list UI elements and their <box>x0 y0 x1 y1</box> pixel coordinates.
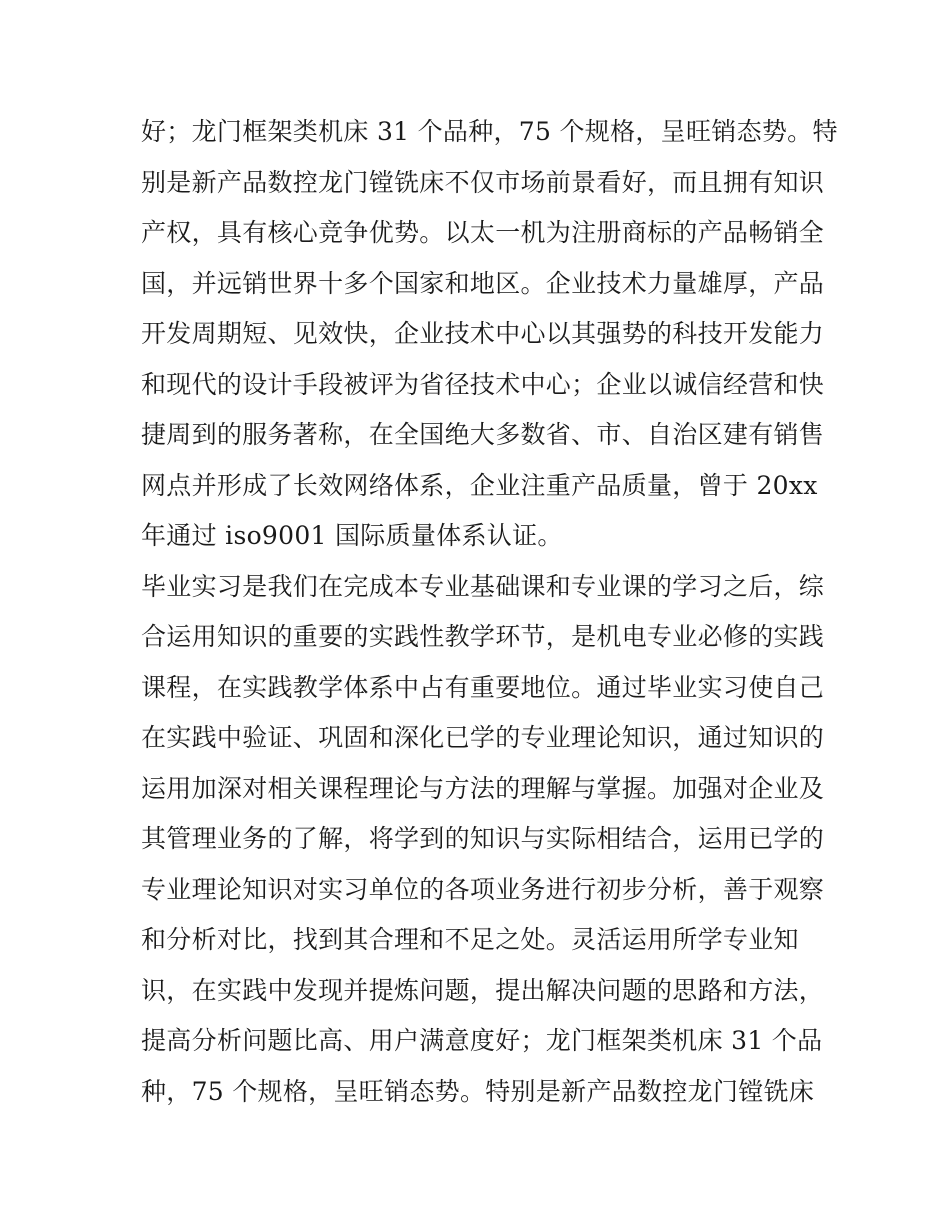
text-line: 开发周期短、见效快，企业技术中心以其强势的科技开发能力 <box>141 319 825 348</box>
text-line: 和分析对比，找到其合理和不足之处。灵活运用所学专业知 <box>141 925 799 954</box>
text-line: 国，并远销世界十多个国家和地区。企业技术力量雄厚，产品 <box>141 268 825 298</box>
text-line: 提高分析问题比高、用户满意度好；龙门框架类机床 31 个品 <box>141 1026 823 1055</box>
text-line: 课程，在实践教学体系中占有重要地位。通过毕业实习使自己 <box>141 672 825 702</box>
text-line: 别是新产品数控龙门镗铣床不仅市场前景看好，而且拥有知识 <box>141 167 825 197</box>
text-line: 网点并形成了长效网络体系，企业注重产品质量，曾于 20xx <box>141 470 818 500</box>
text-line: 毕业实习是我们在完成本专业基础课和专业课的学习之后，综 <box>141 571 825 601</box>
text-line: 产权，具有核心竞争优势。以太一机为注册商标的产品畅销全 <box>141 218 825 247</box>
text-line: 其管理业务的了解，将学到的知识与实际相结合，运用已学的 <box>141 824 825 853</box>
text-line: 和现代的设计手段被评为省径技术中心；企业以诚信经营和快 <box>141 369 825 399</box>
text-line: 合运用知识的重要的实践性教学环节，是机电专业必修的实践 <box>141 622 825 651</box>
text-line: 识，在实践中发现并提炼问题，提出解决问题的思路和方法， <box>141 975 825 1005</box>
text-line: 捷周到的服务著称，在全国绝大多数省、市、自治区建有销售 <box>141 420 825 449</box>
text-line: 年通过 iso9001 国际质量体系认证。 <box>141 521 563 550</box>
text-line: 专业理论知识对实习单位的各项业务进行初步分析，善于观察 <box>141 874 825 904</box>
text-line: 种，75 个规格，呈旺销态势。特别是新产品数控龙门镗铣床 <box>141 1076 815 1106</box>
body-text <box>141 107 838 1117</box>
text-line: 在实践中验证、巩固和深化已学的专业理论知识，通过知识的 <box>141 723 825 752</box>
text-line: 运用加深对相关课程理论与方法的理解与掌握。加强对企业及 <box>141 773 825 803</box>
text-line: 好；龙门框架类机床 31 个品种，75 个规格，呈旺销态势。特 <box>141 117 838 146</box>
